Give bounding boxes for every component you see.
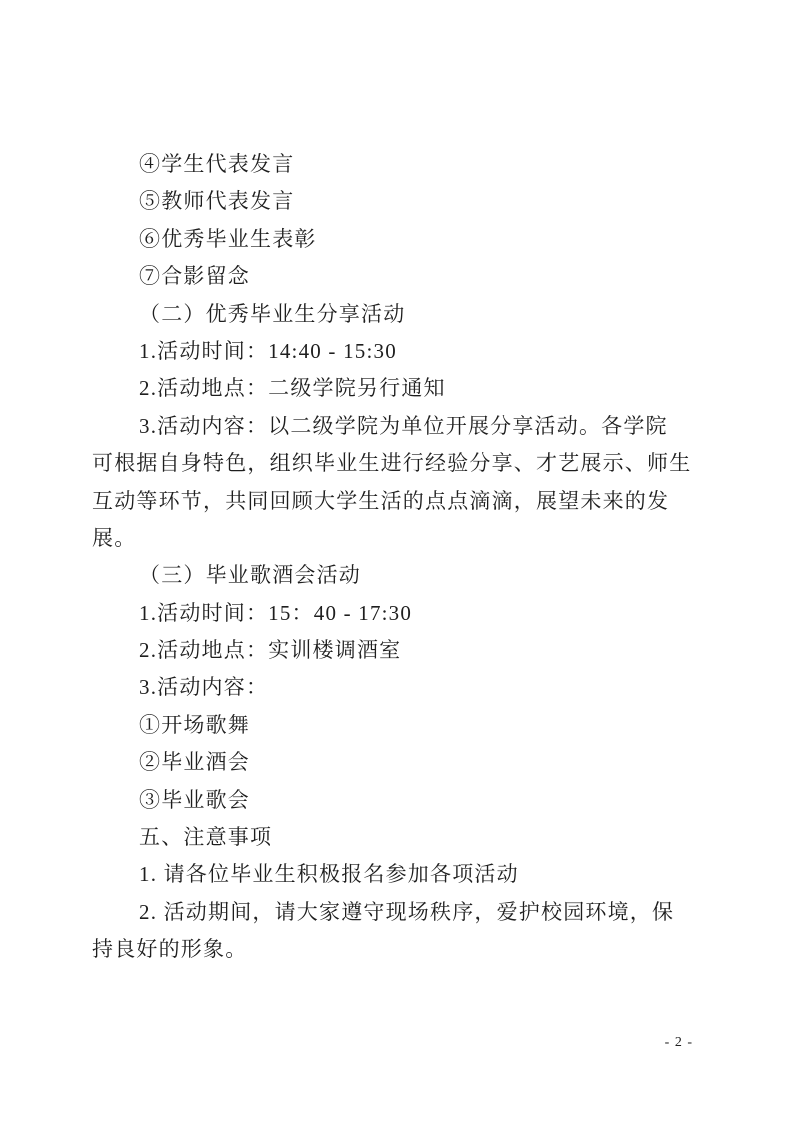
text-line: 持良好的形象。 [92, 937, 248, 962]
text-line: 展。 [92, 525, 137, 550]
text-line: ⑥优秀毕业生表彰 [139, 226, 317, 251]
text-line: （二）优秀毕业生分享活动 [139, 301, 406, 326]
text-line: 2.活动地点：二级学院另行通知 [139, 376, 446, 401]
text-line: ③毕业歌会 [139, 787, 250, 812]
text-line: 2. 活动期间，请大家遵守现场秩序，爱护校园环境，保 [139, 899, 675, 924]
document-body [92, 146, 704, 969]
text-line: ①开场歌舞 [139, 712, 250, 737]
text-line: 2.活动地点：实训楼调酒室 [139, 638, 402, 663]
page-number: - 2 - [664, 1035, 693, 1050]
text-line: 1. 请各位毕业生积极报名参加各项活动 [139, 862, 519, 887]
text-line: ⑦合影留念 [139, 264, 250, 289]
text-line: 五、注意事项 [139, 825, 273, 850]
text-line: 可根据自身特色，组织毕业生进行经验分享、才艺展示、师生 [92, 451, 692, 476]
text-line: ②毕业酒会 [139, 750, 250, 775]
text-line: （三）毕业歌酒会活动 [139, 563, 361, 588]
text-line: 互动等环节，共同回顾大学生活的点点滴滴，展望未来的发 [92, 488, 670, 513]
text-line: ④学生代表发言 [139, 152, 295, 176]
text-line: 1.活动时间：15：40 - 17:30 [139, 600, 413, 625]
text-line: 3.活动内容： [139, 675, 269, 700]
text-line: ⑤教师代表发言 [139, 189, 295, 214]
text-line: 3.活动内容：以二级学院为单位开展分享活动。各学院 [139, 413, 668, 438]
text-line: 1.活动时间：14:40 - 15:30 [139, 338, 397, 363]
